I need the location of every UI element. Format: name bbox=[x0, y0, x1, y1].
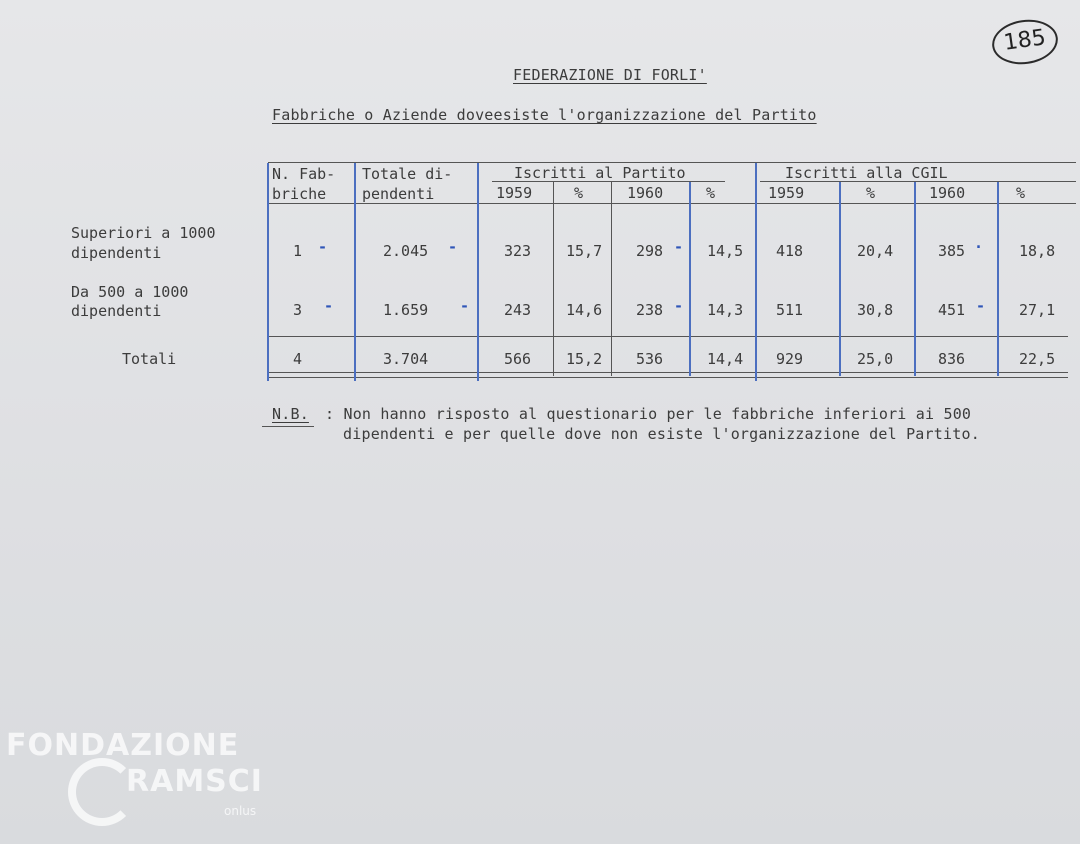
check-dash-mark: - bbox=[448, 238, 458, 256]
header-totale-line1: Totale di- bbox=[362, 165, 453, 183]
cell-cgil-1959: 511 bbox=[776, 301, 804, 319]
note-label-rule bbox=[262, 426, 314, 427]
document-title: FEDERAZIONE DI FORLI' bbox=[513, 66, 707, 84]
check-dash-mark: - bbox=[318, 238, 328, 256]
note-line1: : Non hanno risposto al questionario per le fabbriche inferiori ai 500 bbox=[325, 405, 972, 423]
cell-cgil-1959: 929 bbox=[776, 350, 804, 368]
cell-partito-1959-pct: 15,7 bbox=[566, 242, 603, 260]
note-label: N.B. bbox=[272, 405, 309, 423]
totals-top-rule bbox=[268, 336, 1068, 337]
check-dot-mark: · bbox=[974, 238, 984, 256]
cell-partito-1960-pct: 14,3 bbox=[707, 301, 744, 319]
vertical-rule bbox=[755, 163, 757, 381]
cell-partito-1959-pct: 14,6 bbox=[566, 301, 603, 319]
document-subtitle: Fabbriche o Aziende doveesiste l'organizzazione del Partito bbox=[272, 106, 817, 124]
cell-totale: 2.045 bbox=[383, 242, 429, 260]
cell-partito-1959-pct: 15,2 bbox=[566, 350, 603, 368]
check-dash-mark: - bbox=[976, 297, 986, 315]
cell-partito-1960-pct: 14,4 bbox=[707, 350, 744, 368]
note-line2: dipendenti e per quelle dove non esiste l'organizzazione del Partito. bbox=[343, 425, 980, 443]
cell-n-fabbriche: 1 bbox=[293, 242, 303, 260]
cell-cgil-1959-pct: 20,4 bbox=[857, 242, 894, 260]
vertical-rule bbox=[477, 163, 479, 381]
cell-cgil-1959-pct: 25,0 bbox=[857, 350, 894, 368]
cell-cgil-1959-pct: 30,8 bbox=[857, 301, 894, 319]
cell-cgil-1960-pct: 18,8 bbox=[1019, 242, 1056, 260]
row-label-line1: Da 500 a 1000 bbox=[71, 283, 189, 301]
cell-partito-1960: 298 bbox=[636, 242, 664, 260]
header-iscritti-partito: Iscritti al Partito bbox=[514, 164, 686, 182]
totals-label: Totali bbox=[122, 350, 177, 368]
header-cgil-1960-pct: % bbox=[1016, 184, 1026, 202]
vertical-rule bbox=[839, 182, 841, 376]
header-n-fab-line1: N. Fab- bbox=[272, 165, 336, 183]
cell-cgil-1960: 385 bbox=[938, 242, 966, 260]
header-n-fab-line2: briche bbox=[272, 185, 327, 203]
cell-totale: 1.659 bbox=[383, 301, 429, 319]
totals-double-rule bbox=[268, 372, 1068, 378]
cell-partito-1960: 238 bbox=[636, 301, 664, 319]
cell-cgil-1959: 418 bbox=[776, 242, 804, 260]
vertical-rule bbox=[354, 163, 356, 381]
cell-n-fabbriche: 4 bbox=[293, 350, 303, 368]
cell-cgil-1960-pct: 27,1 bbox=[1019, 301, 1056, 319]
header-iscritti-cgil: Iscritti alla CGIL bbox=[785, 164, 948, 182]
row-label-line1: Superiori a 1000 bbox=[71, 224, 216, 242]
vertical-rule bbox=[611, 182, 612, 376]
watermark-line2: RAMSCI bbox=[126, 764, 263, 799]
header-partito-1959-pct: % bbox=[574, 184, 584, 202]
cell-cgil-1960-pct: 22,5 bbox=[1019, 350, 1056, 368]
page-number-stamp: 185 bbox=[989, 16, 1060, 69]
cell-n-fabbriche: 3 bbox=[293, 301, 303, 319]
check-dash-mark: - bbox=[324, 297, 334, 315]
row-label-line2: dipendenti bbox=[71, 244, 162, 262]
cell-partito-1959: 323 bbox=[504, 242, 532, 260]
cell-partito-1959: 243 bbox=[504, 301, 532, 319]
cell-partito-1959: 566 bbox=[504, 350, 532, 368]
vertical-rule bbox=[267, 163, 269, 381]
cell-cgil-1960: 836 bbox=[938, 350, 966, 368]
vertical-rule bbox=[689, 182, 691, 376]
header-partito-1960-pct: % bbox=[706, 184, 716, 202]
vertical-rule bbox=[553, 182, 554, 376]
watermark-line1: FONDAZIONE bbox=[6, 728, 240, 763]
header-totale-line2: pendenti bbox=[362, 185, 435, 203]
cell-partito-1960: 536 bbox=[636, 350, 664, 368]
vertical-rule bbox=[997, 182, 999, 376]
header-cgil-1959-pct: % bbox=[866, 184, 876, 202]
check-dash-mark: - bbox=[674, 238, 684, 256]
header-partito-1959: 1959 bbox=[496, 184, 533, 202]
header-bottom-rule bbox=[268, 203, 1076, 204]
cell-cgil-1960: 451 bbox=[938, 301, 966, 319]
row-label-line2: dipendenti bbox=[71, 302, 162, 320]
header-cgil-1960: 1960 bbox=[929, 184, 966, 202]
watermark-line3: onlus bbox=[224, 804, 257, 818]
header-partito-1960: 1960 bbox=[627, 184, 664, 202]
cell-partito-1960-pct: 14,5 bbox=[707, 242, 744, 260]
check-dash-mark: - bbox=[460, 297, 470, 315]
fondazione-gramsci-watermark bbox=[6, 728, 276, 824]
header-cgil-1959: 1959 bbox=[768, 184, 805, 202]
vertical-rule bbox=[914, 182, 916, 376]
cell-totale: 3.704 bbox=[383, 350, 429, 368]
check-dash-mark: - bbox=[674, 297, 684, 315]
table-top-rule bbox=[268, 162, 1076, 163]
